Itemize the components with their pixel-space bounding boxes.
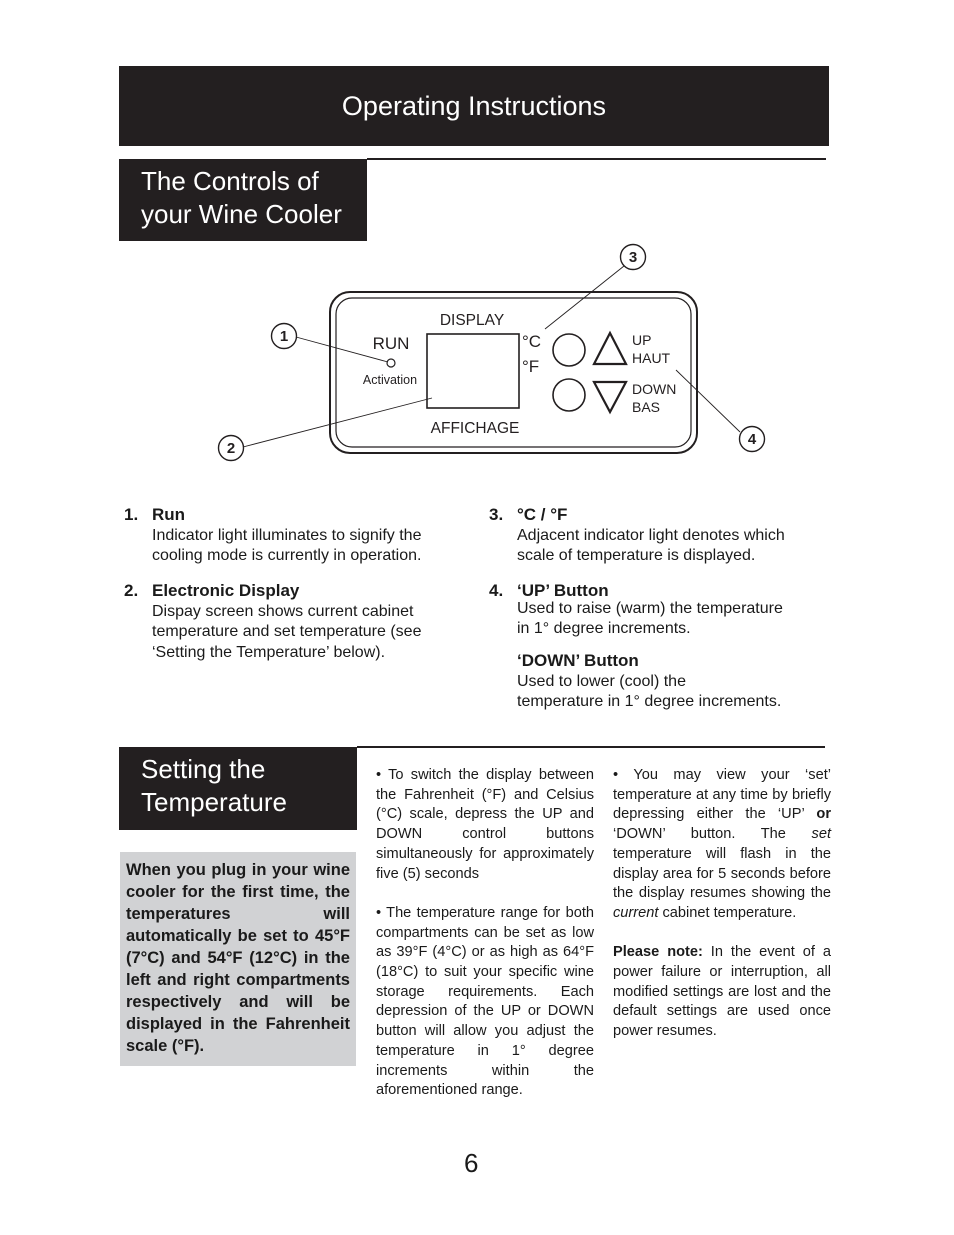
control-desc-line: Adjacent indicator light denotes which — [517, 526, 785, 544]
control-desc-line: Used to raise (warm) the temperature — [517, 599, 783, 617]
header-banner — [119, 66, 829, 146]
setting-column-2 — [376, 766, 594, 1121]
temperature-range-paragraph: • The temperature range for both compartments can be set as low as 39°F (4°C) or as high as 64°F (18°C) to suit your specific wine storage requirements. Each depression of the UP or DOWN button will allow you adjust the temperature in 1° degree increments within the aforementioned range. — [376, 904, 594, 1099]
display-label: DISPLAY — [439, 312, 505, 329]
control-desc-line: scale of temperature is displayed. — [517, 547, 756, 564]
control-heading: Electronic Display — [152, 581, 300, 600]
setting-title-line2: Temperature — [141, 787, 287, 817]
callout-1 — [272, 324, 297, 349]
control-item-up — [489, 581, 829, 640]
control-heading: ‘UP’ Button — [517, 581, 609, 600]
default-temperature-note — [120, 852, 356, 1066]
control-desc-line: ‘Setting the Temperature’ below). — [152, 643, 386, 661]
bas-label: BAS — [632, 399, 661, 415]
power-failure-note: Please note: In the event of a power failure or interruption, all modified settings are lost and the default settings are used once power resumes. — [613, 944, 831, 1040]
control-number: 1. — [124, 505, 139, 524]
control-item-run — [124, 505, 464, 567]
control-number: 3. — [489, 505, 504, 524]
setting-section-title — [119, 747, 357, 830]
control-desc-line: Dispay screen shows current cabinet — [152, 602, 414, 620]
switch-scale-paragraph: • To switch the display between the Fahrenheit (°F) and Celsius (°C) scale, depress the UP and DOWN control buttons simultaneously for approximately five (5) seconds — [376, 767, 594, 882]
control-desc-line: Indicator light illuminates to signify the — [152, 526, 422, 544]
celsius-label: °C — [522, 332, 542, 351]
svg-text:3: 3 — [628, 249, 638, 266]
setting-title-line1: Setting the — [141, 754, 266, 784]
control-number: 2. — [124, 581, 139, 600]
default-temperature-text: When you plug in your wine cooler for the first time, the temperatures will automatically be set to 45°F (7°C) and 54°F (12°C) in the left and right compartments respectively and will be displayed in the Fahrenheit scale (°F). — [126, 861, 350, 1055]
setting-column-3 — [613, 766, 831, 1062]
section-rule-setting — [357, 746, 825, 748]
fahrenheit-label: °F — [522, 357, 540, 376]
page-number: 6 — [464, 1148, 479, 1178]
controls-title-line2: your Wine Cooler — [141, 199, 342, 229]
run-indicator-light — [387, 359, 395, 367]
control-heading: ‘DOWN’ Button — [517, 651, 639, 670]
svg-text:1: 1 — [279, 328, 289, 345]
up-label: UP — [632, 332, 652, 348]
svg-text:4: 4 — [747, 431, 757, 448]
view-set-temp-paragraph: • You may view your ‘set’ temperature at any time by briefly depressing either the ‘UP’ or ‘DOWN’ button. The set temperature will flash in the display area for 5 seconds before the display resumes showing the current cabinet temperature. — [613, 767, 831, 921]
down-button-circle[interactable] — [553, 379, 585, 411]
control-item-cf — [489, 505, 829, 567]
control-item-display — [124, 581, 464, 663]
callout-3 — [621, 245, 646, 270]
control-number: 4. — [489, 581, 504, 600]
svg-text:2: 2 — [226, 440, 236, 457]
display-window — [427, 334, 519, 408]
callout-4 — [740, 427, 765, 452]
controls-section-title — [119, 159, 367, 241]
haut-label: HAUT — [632, 350, 671, 366]
up-button-circle[interactable] — [553, 334, 585, 366]
control-desc-line: temperature in 1° degree increments. — [517, 693, 782, 710]
control-panel-diagram — [210, 240, 790, 470]
control-desc-line: Used to lower (cool) the — [517, 672, 686, 690]
section-rule-controls — [367, 158, 826, 160]
control-desc-line: in 1° degree increments. — [517, 620, 691, 637]
control-item-down — [489, 651, 829, 713]
control-desc-line: temperature and set temperature (see — [152, 623, 422, 640]
control-heading: Run — [152, 505, 186, 524]
activation-label: Activation — [362, 373, 418, 387]
run-label: RUN — [372, 334, 410, 353]
affichage-label: AFFICHAGE — [430, 420, 520, 437]
callout-2 — [219, 436, 244, 461]
control-desc-line: cooling mode is currently in operation. — [152, 547, 422, 564]
page-header-title: Operating Instructions — [341, 90, 607, 121]
down-label: DOWN — [632, 381, 677, 397]
control-heading: °C / °F — [517, 505, 568, 524]
controls-title-line1: The Controls of — [141, 166, 319, 196]
